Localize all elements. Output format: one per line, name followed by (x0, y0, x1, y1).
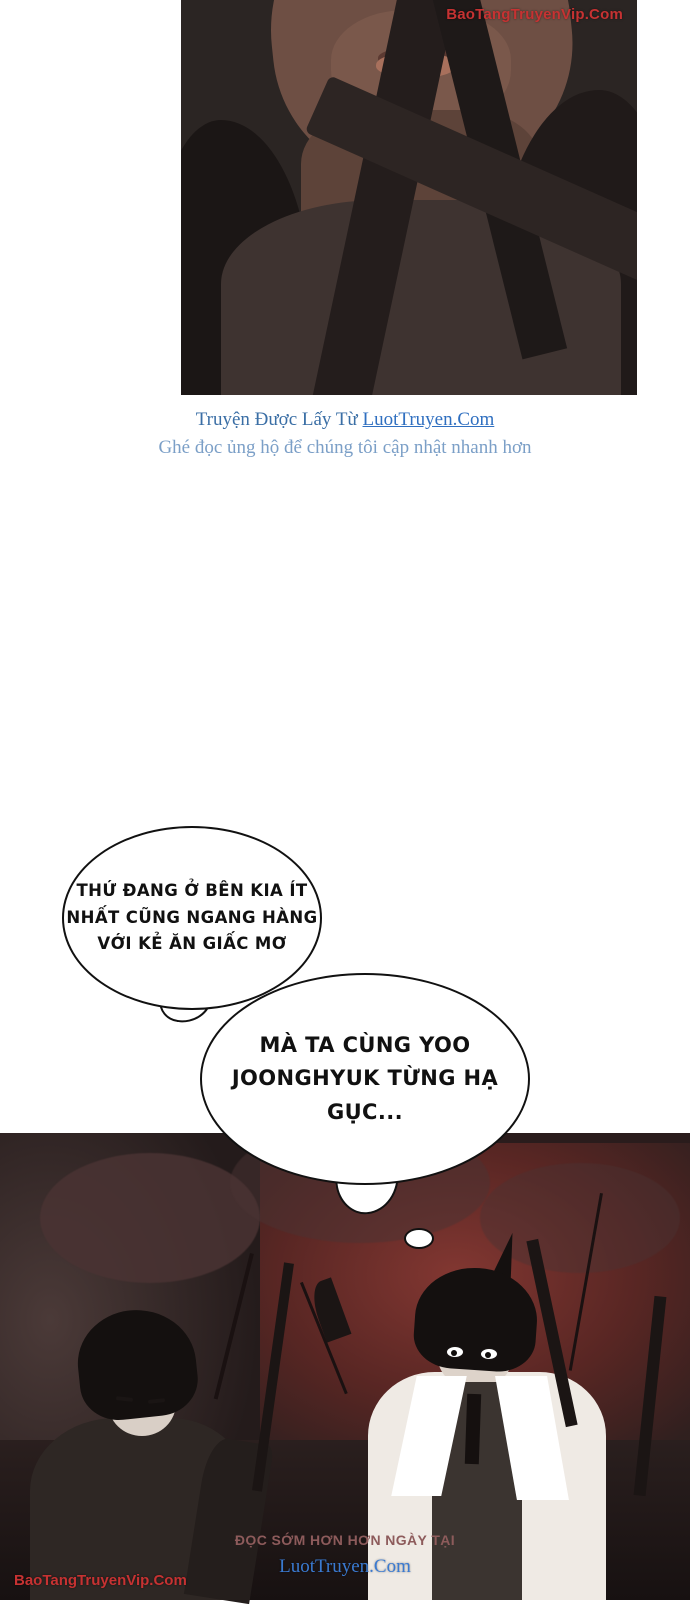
comic-panel-top (181, 0, 637, 395)
panel-bottom-fog-1 (40, 1153, 260, 1283)
luottruyen-link[interactable]: LuotTruyen.Com (362, 409, 495, 430)
credit-line-secondary: Ghé đọc ủng hộ để chúng tôi cập nhật nhanh hơn (158, 437, 532, 458)
watermark-bottom-center-line2: LuotTruyen.Com (279, 1556, 411, 1577)
bubble-1-tail-mask (0, 0, 40, 30)
bubble-2-tail-mask (0, 30, 52, 56)
character-right-pupil-left (451, 1350, 457, 1356)
watermark-bottom-center-line1: ĐỌC SỚM HƠN HƠN NGÀY TẠI (234, 1532, 456, 1548)
watermark-bottom-left: BaoTangTruyenVip.Com (14, 1572, 187, 1589)
character-right-tie (465, 1394, 481, 1464)
watermark-top-right: BaoTangTruyenVip.Com (446, 6, 623, 23)
speech-bubble-2: MÀ TA CÙNG YOO JOONGHYUK TỪNG HẠ GỤC... (200, 973, 530, 1185)
bubble-2-tail-dot (404, 1228, 434, 1249)
character-right-pupil-right (485, 1352, 491, 1358)
credit-prefix: Truyện Được Lấy Từ (195, 409, 363, 430)
speech-bubble-1: THỨ ĐANG Ở BÊN KIA ÍT NHẤT CŨNG NGANG HÀNG VỚI KẺ ĂN GIẤC MƠ (62, 826, 322, 1010)
credit-line-primary (0, 409, 690, 431)
